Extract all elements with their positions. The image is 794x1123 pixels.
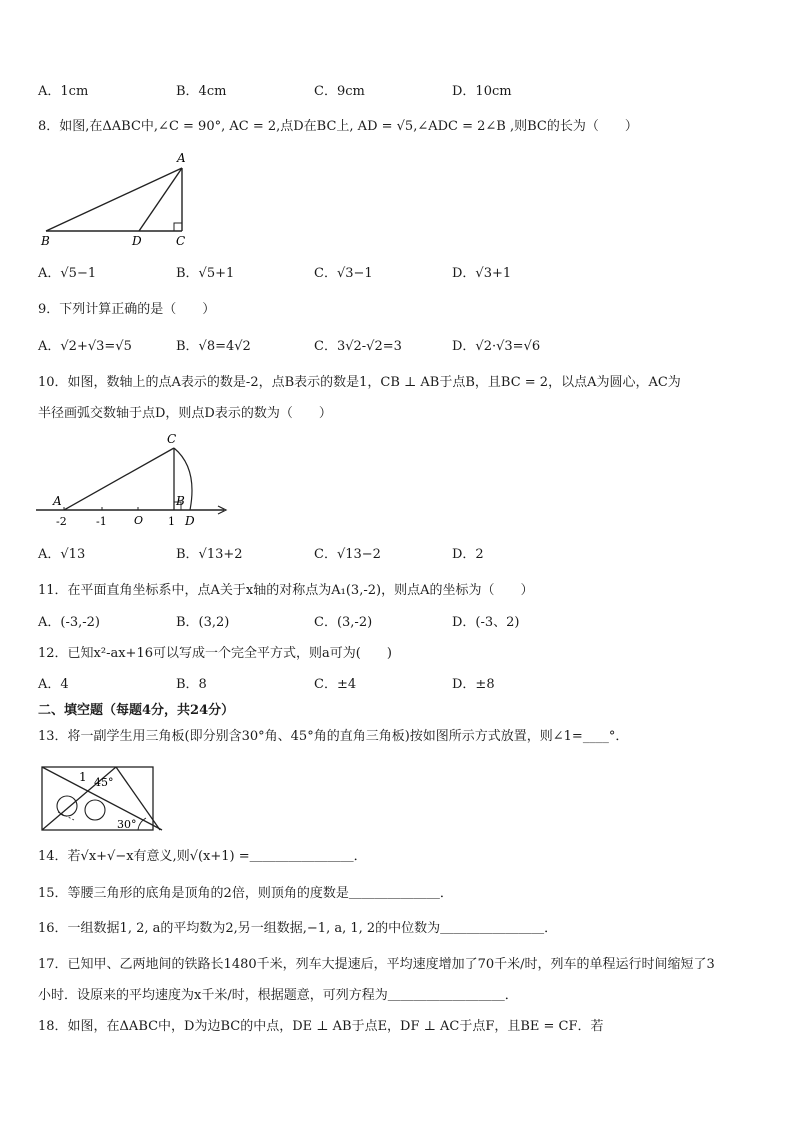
q10-option-c: C．√13−2 <box>314 547 381 562</box>
q11-stem: 11．在平面直角坐标系中，点A关于x轴的对称点为A₁(3,-2)，则点A的坐标为（ ） <box>38 583 534 598</box>
q8-triangle-figure <box>36 150 206 250</box>
q11-option-c: C．(3,-2) <box>314 615 373 630</box>
q7-option-d: D．10cm <box>452 84 512 99</box>
q9-option-b: B．√8=4√2 <box>176 339 251 354</box>
q10-label-b: B <box>176 494 185 508</box>
q10-tick-neg1: -1 <box>96 515 107 528</box>
q18-text: 18．如图，在ΔABC中，D为边BC的中点，DE ⊥ AB于点E，DF ⊥ AC于点F，且BE = CF．若 <box>38 1019 604 1034</box>
q13-label-45: 45° <box>94 776 114 789</box>
q8-option-b: B．√5+1 <box>176 266 235 281</box>
q11-option-b: B．(3,2) <box>176 615 230 630</box>
q8-stem: 8．如图,在ΔABC中,∠C = 90°, AC = 2,点D在BC上, AD = √5,∠ADC = 2∠B ,则BC的长为（ ） <box>38 119 638 134</box>
q13-label-angle-1: 1 <box>79 770 87 784</box>
q11-options <box>38 613 758 633</box>
q7-option-a: A．1cm <box>38 84 89 99</box>
q17-line1: 17．已知甲、乙两地间的铁路长1480千米，列车大提速后，平均速度增加了70千米/时，列车的单程运行时间缩短了3 <box>38 957 715 972</box>
q8-label-b: B <box>41 234 50 248</box>
q12-stem: 12．已知x²-ax+16可以写成一个完全平方式，则a可为( ) <box>38 646 392 661</box>
q10-number-line-figure <box>36 428 236 532</box>
q8-label-c: C <box>176 234 186 248</box>
q10-tick-neg2: -2 <box>56 515 67 528</box>
q11-option-a: A．(-3,-2) <box>38 615 100 630</box>
q13-stem: 13．将一副学生用三角板(即分别含30°角、45°角的直角三角板)按如图所示方式放置，则∠1=____°． <box>38 729 629 744</box>
q13-label-30: 30° <box>117 818 137 831</box>
q10-option-d: D．2 <box>452 547 484 562</box>
q17-line2: 小时．设原来的平均速度为x千米/时，根据题意，可列方程为＿＿＿＿＿＿＿＿＿． <box>38 988 518 1003</box>
q8-option-a: A．√5−1 <box>38 266 97 281</box>
q10-options <box>38 545 758 565</box>
q13-circle-hole-2 <box>85 800 105 820</box>
q12-options <box>38 675 758 695</box>
q8-side-ab <box>46 168 182 231</box>
q10-label-a: A <box>53 494 62 508</box>
q9-options <box>38 337 758 357</box>
q7-option-c: C．9cm <box>314 84 365 99</box>
q7-options <box>38 82 758 102</box>
q12-option-d: D．±8 <box>452 677 495 692</box>
q10-segment-ac <box>64 448 174 510</box>
q10-label-d: D <box>185 514 195 528</box>
q8-right-angle-mark <box>174 223 182 231</box>
q15-text: 15．等腰三角形的底角是顶角的2倍，则顶角的度数是＿＿＿＿＿＿＿． <box>38 886 453 901</box>
q10-label-c: C <box>167 432 177 446</box>
q9-option-c: C．3√2-√2=3 <box>314 339 402 354</box>
q9-option-d: D．√2·√3=√6 <box>452 339 541 354</box>
q14-text: 14．若√x+√−x有意义,则√(x+1) =＿＿＿＿＿＿＿＿． <box>38 849 367 864</box>
q9-stem: 9．下列计算正确的是（ ） <box>38 302 216 317</box>
q8-option-d: D．√3+1 <box>452 266 512 281</box>
q7-option-b: B．4cm <box>176 84 227 99</box>
q16-text: 16．一组数据1, 2, a的平均数为2,另一组数据,−1, a, 1, 2的中位数为＿＿＿＿＿＿＿＿． <box>38 921 558 936</box>
q12-option-b: B．8 <box>176 677 207 692</box>
q8-options <box>38 264 758 284</box>
q10-label-o: O <box>134 514 144 527</box>
q10-option-b: B．√13+2 <box>176 547 243 562</box>
q8-label-d: D <box>132 234 142 248</box>
q10-option-a: A．√13 <box>38 547 86 562</box>
q9-option-a: A．√2+√3=√5 <box>38 339 132 354</box>
q10-stem-line1: 10．如图，数轴上的点A表示的数是-2，点B表示的数是1，CB ⊥ AB于点B，且BC = 2，以点A为圆心，AC为 <box>38 375 681 390</box>
q8-option-c: C．√3−1 <box>314 266 373 281</box>
q11-option-d: D．(-3、2) <box>452 615 520 630</box>
q13-circle-hole-1 <box>57 796 77 816</box>
section-heading-fill-blank: 二、填空题（每题4分，共24分） <box>38 703 235 718</box>
q10-stem-line2: 半径画弧交数轴于点D，则点D表示的数为（ ） <box>38 406 332 421</box>
q13-set-squares-figure <box>38 760 168 838</box>
q10-tick-1: 1 <box>168 515 175 528</box>
q12-option-a: A．4 <box>38 677 69 692</box>
q12-option-c: C．±4 <box>314 677 357 692</box>
q8-label-a: A <box>177 151 186 165</box>
